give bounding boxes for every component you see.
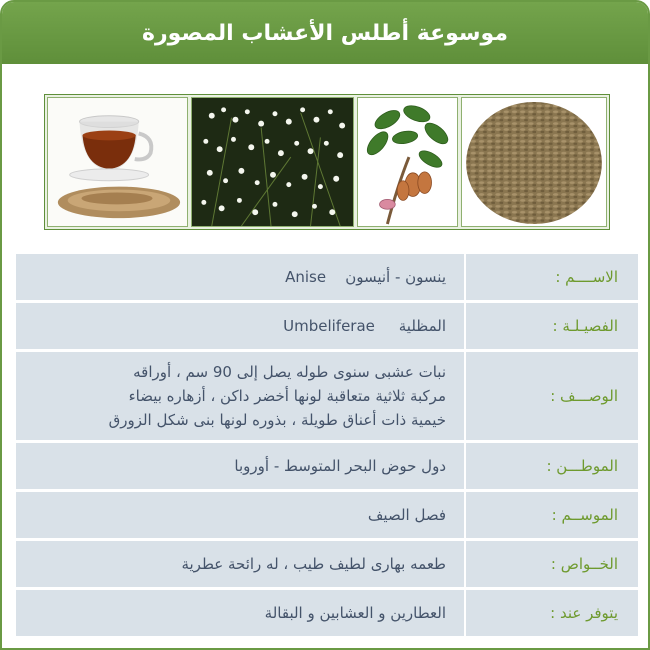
header-bar	[2, 2, 648, 64]
value-family-en: Umbeliferae	[283, 317, 375, 335]
value-name-en: Anise	[285, 268, 327, 286]
row-family	[16, 303, 638, 349]
photo-tea-and-seeds	[47, 97, 188, 227]
value-description	[16, 352, 464, 440]
photo-anise-leaves	[357, 97, 458, 227]
value-name	[16, 254, 464, 300]
label-family: الفصيـلـة :	[464, 303, 638, 349]
value-properties: طعمه بهارى لطيف طيب ، له رائحة عطرية	[16, 541, 464, 587]
row-season	[16, 492, 638, 538]
herb-info-table	[16, 251, 638, 639]
photo-anise-flowers	[191, 97, 354, 227]
description-line: مركبة ثلاثية متعاقبة لونها أخضر داكن ، أزهاره بيضاء	[128, 387, 446, 405]
row-availability	[16, 590, 638, 636]
photo-strip	[44, 94, 610, 230]
label-description: الوصـــف :	[464, 352, 638, 440]
value-habitat: دول حوض البحر المتوسط - أوروبا	[16, 443, 464, 489]
row-name	[16, 254, 638, 300]
value-family-ar: المظلية	[398, 317, 446, 335]
label-habitat: الموطـــن :	[464, 443, 638, 489]
row-properties	[16, 541, 638, 587]
description-line: خيمية ذات أعناق طويلة ، بذوره لونها بنى شكل الزورق	[108, 411, 446, 429]
row-habitat	[16, 443, 638, 489]
label-properties: الخــواص :	[464, 541, 638, 587]
label-season: الموســم :	[464, 492, 638, 538]
row-description	[16, 352, 638, 440]
description-line: نبات عشبى سنوى طوله يصل إلى 90 سم ، أوراقه	[133, 363, 446, 381]
label-availability: يتوفر عند :	[464, 590, 638, 636]
value-family	[16, 303, 464, 349]
photo-anise-seeds	[461, 97, 607, 227]
page-title: موسوعة أطلس الأعشاب المصورة	[142, 20, 508, 46]
label-name: الاســــم :	[464, 254, 638, 300]
value-season: فصل الصيف	[16, 492, 464, 538]
value-name-ar: ينسون - أنيسون	[345, 268, 446, 286]
value-availability: العطارين و العشابين و البقالة	[16, 590, 464, 636]
